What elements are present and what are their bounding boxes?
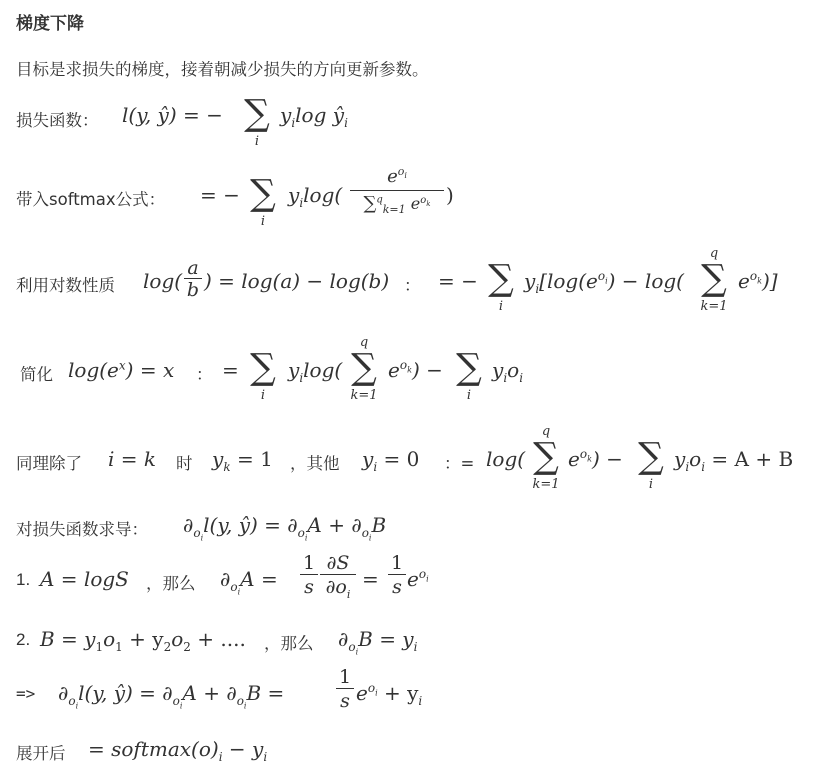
- step1-prefix: 1.: [16, 570, 31, 589]
- same-cond: i = k: [108, 447, 156, 471]
- simplify-body: [288, 358, 343, 385]
- subscript: i: [304, 533, 308, 543]
- a-equals: A =: [240, 567, 278, 591]
- o-sub: o: [68, 694, 76, 708]
- sum-upper-limit: q: [541, 424, 551, 439]
- subscript: i: [426, 574, 429, 584]
- subscript: k: [426, 199, 431, 208]
- o-exp: o: [418, 567, 427, 582]
- minus-sign: −: [606, 447, 623, 471]
- fraction-numerator: a: [184, 258, 202, 279]
- close-bracket: )]: [761, 269, 778, 293]
- log-e-open: [log(e: [539, 269, 598, 293]
- o-exp: o: [367, 681, 376, 696]
- close-paren: ): [411, 358, 420, 382]
- step1-frac2: [320, 552, 356, 599]
- step1-mid: [220, 567, 278, 597]
- sum-lower-limit: k=1: [532, 477, 560, 492]
- expand-label: 展开后: [16, 744, 66, 763]
- step1-comma: ，那么: [146, 574, 196, 593]
- e-base: e: [388, 358, 400, 382]
- softmax-y: [288, 183, 343, 210]
- equals-zero: = 0: [377, 447, 420, 471]
- sum-symbol: ∑: [250, 347, 276, 388]
- sum-upper: q: [376, 194, 383, 206]
- sum-symbol: ∑: [456, 347, 482, 388]
- sum-lower-limit: i: [498, 299, 504, 314]
- sum-symbol: ∑: [533, 436, 559, 477]
- e-base: e: [568, 447, 580, 471]
- loss-label: 损失函数：: [16, 111, 99, 130]
- deriv-b: B: [371, 513, 387, 537]
- softmax-label: 带入softmax公式：: [16, 190, 166, 209]
- o-exp: o: [397, 165, 405, 178]
- subscript: i: [375, 688, 378, 698]
- subscript: i: [237, 587, 241, 597]
- subscript: i: [299, 371, 304, 385]
- o-var: o: [103, 627, 116, 651]
- sum-upper-limit: q: [359, 335, 369, 350]
- y-var: y: [492, 358, 504, 382]
- subscript: 2: [183, 640, 191, 654]
- arrow: =>: [16, 684, 36, 703]
- deriv-a: A + ∂: [307, 513, 362, 537]
- same-yi: [362, 447, 420, 474]
- sum-lower-limit: k=1: [350, 388, 378, 403]
- logprop-lhs: log(: [143, 269, 183, 293]
- fraction-numerator: 1: [300, 552, 318, 575]
- step1-frac3: [388, 552, 406, 599]
- fraction-numerator: 1: [388, 552, 406, 575]
- softmax-denominator: [350, 191, 444, 217]
- sum-lower-limit: i: [254, 134, 260, 149]
- subscript: k: [587, 454, 592, 464]
- logprop-colon: ：: [404, 276, 421, 295]
- y-var: y: [674, 447, 686, 471]
- same-label: 同理除了: [16, 454, 82, 473]
- fraction-numerator: 1: [336, 666, 354, 689]
- deriv-expr: [183, 513, 387, 543]
- logprop-tail: [738, 269, 778, 293]
- e-base: e: [356, 681, 368, 705]
- dots: + ....: [190, 627, 246, 651]
- subscript: 1: [115, 640, 123, 654]
- partial-symbol: ∂: [183, 513, 194, 537]
- o-exp: o: [579, 447, 588, 462]
- equals-x: ) = x: [125, 358, 175, 382]
- y-var: y: [524, 269, 536, 293]
- subscript: i: [404, 171, 407, 181]
- equals: =: [267, 681, 285, 705]
- partial-symbol: ∂: [338, 627, 349, 651]
- same-colon: ：=: [444, 454, 475, 473]
- subscript: i: [75, 701, 79, 711]
- step2-comma: ，那么: [264, 634, 314, 653]
- subscript: i: [373, 460, 378, 474]
- b-equals-y: B = y: [40, 627, 96, 651]
- x-exp: x: [118, 358, 126, 373]
- partial-symbol: ∂: [220, 567, 231, 591]
- o-sub: o: [348, 640, 356, 654]
- subscript: i: [263, 750, 268, 764]
- simplify-eq: =: [222, 358, 239, 382]
- e-base: e: [410, 194, 421, 213]
- same-yk: [212, 447, 273, 474]
- subscript: 1: [95, 640, 104, 654]
- deriv-b: B: [246, 681, 262, 705]
- simplify-tail: [388, 358, 443, 382]
- step1-a: A = logS: [40, 567, 129, 591]
- sum-lower-limit: k=1: [700, 299, 728, 314]
- log-open: log(: [303, 358, 343, 382]
- softmax-numerator: [350, 166, 444, 191]
- o-sub: o: [236, 694, 244, 708]
- sum-symbol: ∑: [363, 193, 377, 214]
- deriv-eq: l(y, ŷ) = ∂: [203, 513, 298, 537]
- sum-symbol: ∑: [244, 93, 270, 134]
- fraction-numerator: ∂S: [320, 552, 356, 575]
- b-equals-y: B = y: [358, 627, 414, 651]
- equals-one: = 1: [230, 447, 273, 471]
- subscript: i: [179, 701, 183, 711]
- sum-symbol: ∑: [250, 173, 276, 214]
- final-eq: l(y, ŷ) = ∂: [78, 681, 173, 705]
- d-o: ∂o: [325, 576, 347, 598]
- loss-lhs: l(y, ŷ) = −: [122, 103, 223, 127]
- logprop-body: [524, 269, 684, 296]
- loss-body: [280, 103, 348, 130]
- subscript: i: [200, 533, 204, 543]
- page-title: 梯度下降: [16, 14, 84, 33]
- softmax-close: ): [446, 183, 454, 207]
- subscript: i: [299, 196, 304, 210]
- sum-lower-limit: i: [260, 388, 266, 403]
- o-exp: o: [749, 269, 758, 284]
- expand-expr: [88, 737, 268, 764]
- subscript: i: [344, 116, 348, 130]
- sum-symbol: ∑: [638, 436, 664, 477]
- fraction-denominator: s: [392, 576, 402, 598]
- subscript: k: [223, 460, 231, 474]
- logprop-label: 利用对数性质: [16, 276, 115, 295]
- subscript: i: [218, 750, 223, 764]
- same-sum-k: [526, 424, 566, 492]
- log-open: log(: [303, 183, 343, 207]
- y-var: y: [288, 358, 300, 382]
- simplify-colon: ：: [196, 365, 213, 384]
- fraction-denominator: b: [186, 279, 200, 301]
- subscript: i: [291, 116, 296, 130]
- partial-symbol: ∂: [58, 681, 69, 705]
- subscript: k: [757, 276, 762, 286]
- plus-y: + y: [377, 681, 419, 705]
- fraction-denominator: s: [340, 690, 350, 712]
- softmax-eq: = −: [200, 183, 240, 207]
- intro-text: 目标是求损失的梯度，接着朝减少损失的方向更新参数。: [16, 60, 429, 79]
- deriv-a: A + ∂: [182, 681, 237, 705]
- o-sub: o: [361, 526, 369, 540]
- o-sub: o: [193, 526, 201, 540]
- final-frac: [336, 666, 354, 713]
- subscript: i: [355, 647, 359, 657]
- e-base: e: [738, 269, 750, 293]
- same-comma: ，其他: [290, 454, 340, 473]
- subscript: i: [413, 640, 418, 654]
- equals-a-plus-b: = A + B: [711, 447, 794, 471]
- subscript: i: [243, 701, 247, 711]
- same-tail: [568, 447, 623, 471]
- sum-upper-limit: q: [709, 246, 719, 261]
- sum-symbol: ∑: [488, 258, 514, 299]
- o-exp: o: [597, 269, 606, 284]
- y-var: y: [280, 103, 292, 127]
- sum-lower: k=1: [382, 203, 406, 217]
- logprop-sum-i: [484, 258, 518, 314]
- log-mid: ) − log(: [607, 269, 684, 293]
- o-sub: o: [297, 526, 305, 540]
- softmax-fraction: [350, 165, 444, 217]
- subscript: i: [685, 460, 690, 474]
- simplify-sum-k: [344, 335, 384, 403]
- final-expr: [58, 681, 285, 711]
- step2-prefix: 2.: [16, 630, 31, 649]
- same-end: [674, 447, 794, 474]
- subscript: k: [407, 365, 412, 375]
- sum-symbol: ∑: [701, 258, 727, 299]
- loss-sum: [240, 93, 274, 149]
- subscript: i: [519, 371, 524, 385]
- same-when: 时: [176, 454, 193, 473]
- y-var: y: [288, 183, 300, 207]
- sum-lower-limit: i: [648, 477, 654, 492]
- e-base: e: [407, 567, 419, 591]
- y-var: y: [362, 447, 374, 471]
- sum-symbol: ∑: [351, 347, 377, 388]
- sum-lower-limit: i: [466, 388, 472, 403]
- minus-y: − y: [222, 737, 264, 761]
- simplify-sum-i2: [452, 347, 486, 403]
- close-paren: ): [591, 447, 600, 471]
- simplify-sum-i: [246, 347, 280, 403]
- subscript: i: [368, 533, 372, 543]
- subscript: i: [701, 460, 706, 474]
- o-var: o: [689, 447, 702, 471]
- subscript: 2: [163, 640, 172, 654]
- step2-end: [338, 627, 418, 657]
- sum-lower-limit: i: [260, 214, 266, 229]
- step1-e: [407, 567, 429, 591]
- subscript: i: [418, 694, 423, 708]
- softmax-sum: [246, 173, 280, 229]
- o-var: o: [507, 358, 520, 382]
- simplify-label: 简化: [20, 365, 53, 384]
- deriv-label: 对损失函数求导：: [16, 520, 148, 539]
- logprop-fraction: [184, 258, 202, 301]
- subscript: i: [503, 371, 508, 385]
- logprop-sum-k: [694, 246, 734, 314]
- simplify-end: [492, 358, 524, 385]
- final-tail: [356, 681, 423, 708]
- fraction-denominator: s: [304, 576, 314, 598]
- fraction-denominator: [320, 575, 356, 599]
- o-exp: o: [420, 194, 427, 206]
- step1-eq: =: [362, 567, 379, 591]
- log-e-open: log(e: [68, 358, 119, 382]
- logprop-eq: = −: [438, 269, 478, 293]
- simplify-lhs: [68, 358, 174, 382]
- log-y-hat: log ŷ: [295, 103, 345, 127]
- o-sub: o: [230, 580, 238, 594]
- e-base: e: [387, 166, 398, 187]
- minus-sign: −: [426, 358, 443, 382]
- logprop-rhs: ) = log(a) − log(b): [204, 269, 390, 293]
- step2-b: [40, 627, 246, 654]
- same-log: log(: [486, 447, 526, 471]
- y-var: y: [212, 447, 224, 471]
- softmax-expr: = softmax(o): [88, 737, 219, 761]
- plus-y: + y: [122, 627, 164, 651]
- o-var: o: [171, 627, 184, 651]
- subscript: i: [346, 587, 351, 601]
- o-exp: o: [399, 358, 408, 373]
- subscript: i: [535, 282, 540, 296]
- same-sum-i: [634, 436, 668, 492]
- step1-frac1: [300, 552, 318, 599]
- o-sub: o: [172, 694, 180, 708]
- subscript: i: [605, 276, 608, 286]
